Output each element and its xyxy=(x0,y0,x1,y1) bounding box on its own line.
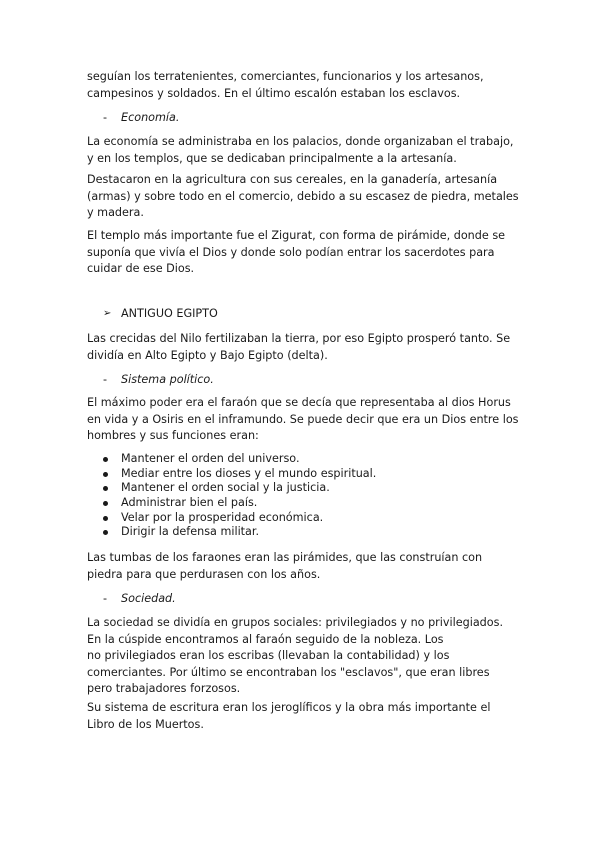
paragraph-social-hierarchy: seguían los terratenientes, comerciantes, funcionarios y los artesanos, campesinos y soldados. En el último escalón estaban los esclavos. xyxy=(87,70,484,100)
paragraph-farao: El máximo poder era el faraón que se decía que representaba al dios Horus en vida y a Osiris en el inframundo. Se puede decir que era un Dios entre los hombres y sus funciones eran: xyxy=(87,396,519,442)
subheading-economia: Economía. xyxy=(121,111,180,124)
bullet-dot-icon xyxy=(103,457,108,462)
bullet-dot-icon xyxy=(103,486,108,491)
paragraph-sociedad: La sociedad se dividía en grupos sociales: privilegiados y no privilegiados. En la cúspide encontramos al faraón seguido de la nobleza. Los no privilegiados eran los escribas (llevaban la contabilidad) y los comerciantes. Por último se encontraban los "esclavos", que eran libres pero trabajadores forzosos. xyxy=(87,616,504,695)
paragraph-agriculture: Destacaron en la agricultura con sus cereales, en la ganadería, artesanía (armas) y sobre todo en el comercio, debido a su escasez de piedra, metales y madera. xyxy=(87,173,519,219)
heading-antiguo-egipto: ANTIGUO EGIPTO xyxy=(121,307,218,320)
paragraph-escritura: Su sistema de escritura eran los jeroglíficos y la obra más importante el Libro de los Muertos. xyxy=(87,701,491,731)
paragraph-zigurat: El templo más importante fue el Zigurat, con forma de pirámide, donde se suponía que vivía el Dios y donde solo podían entrar los sacerdotes para cuidar de ese Dios. xyxy=(87,229,506,275)
dash-bullet: - xyxy=(103,592,108,605)
paragraph-piramides: Las tumbas de los faraones eran las pirámides, que las construían con piedra para que perdurasen con los años. xyxy=(87,551,483,581)
subheading-sistema-politico: Sistema político. xyxy=(121,373,214,386)
bullet-dot-icon xyxy=(103,530,108,535)
paragraph-nilo: Las crecidas del Nilo fertilizaban la tierra, por eso Egipto prosperó tanto. Se dividía en Alto Egipto y Bajo Egipto (delta). xyxy=(87,332,511,362)
bullet-dot-icon xyxy=(103,472,108,477)
dash-bullet: - xyxy=(103,373,108,386)
subheading-sociedad: Sociedad. xyxy=(121,592,176,605)
list-item: Velar por la prosperidad económica. xyxy=(103,511,523,526)
list-item: Mediar entre los dioses y el mundo espiritual. xyxy=(103,467,523,482)
dash-bullet: - xyxy=(103,111,108,124)
paragraph-economy: La economía se administraba en los palacios, donde organizaban el trabajo, y en los templos, que se dedicaban principalmente a la artesanía. xyxy=(87,135,514,165)
list-item: Mantener el orden social y la justicia. xyxy=(103,481,523,496)
list-item: Mantener el orden del universo. xyxy=(103,452,523,467)
bullet-dot-icon xyxy=(103,501,108,506)
functions-list xyxy=(103,452,523,540)
list-item: Dirigir la defensa militar. xyxy=(103,525,523,540)
list-item: Administrar bien el país. xyxy=(103,496,523,511)
arrow-bullet-icon: ➢ xyxy=(103,308,112,319)
bullet-dot-icon xyxy=(103,516,108,521)
